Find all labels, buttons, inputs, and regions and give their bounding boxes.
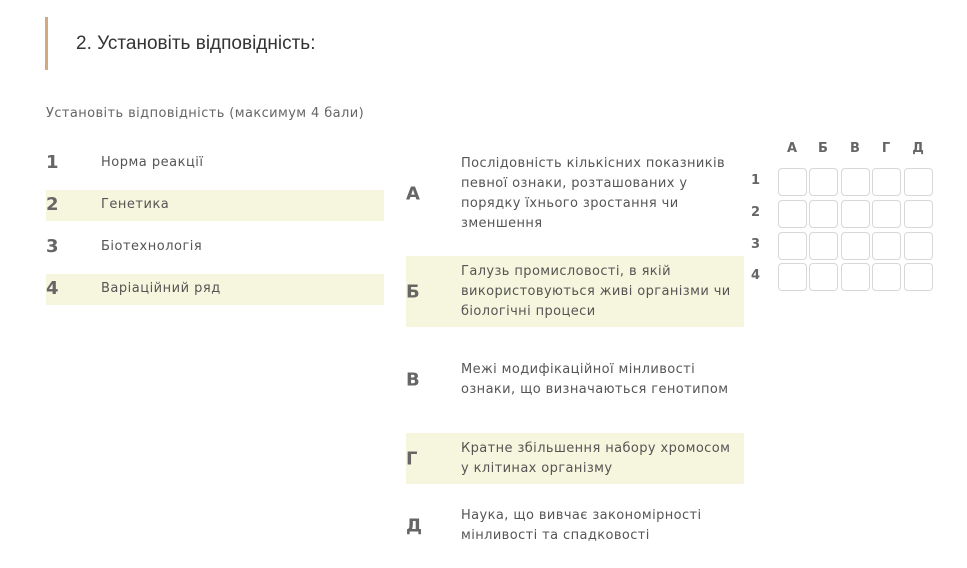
left-item: [46, 190, 384, 221]
answer-cell-4-b[interactable]: [809, 263, 838, 291]
answer-cell-4-g[interactable]: [872, 263, 901, 291]
question-title: 2. Установіть відповідність:: [76, 33, 316, 54]
left-item-label: Генетика: [101, 197, 170, 212]
answer-cell-2-a[interactable]: [778, 200, 807, 228]
answer-cell-1-g[interactable]: [872, 168, 901, 196]
answer-cell-4-d[interactable]: [904, 263, 933, 291]
right-item: [406, 150, 744, 238]
left-item-label: Біотехнологія: [101, 239, 203, 254]
grid-column-header: Д: [912, 141, 924, 156]
answer-cell-1-d[interactable]: [904, 168, 933, 196]
left-item-number: 4: [46, 278, 59, 299]
right-item-text: Галузь промисловості, в якій використовуються живі організми чи біологічні процеси: [461, 263, 731, 319]
answer-cell-4-v[interactable]: [841, 263, 870, 291]
left-item-number: 1: [46, 152, 59, 173]
grid-column-header: Б: [818, 141, 828, 156]
right-item-letter: В: [406, 369, 420, 391]
right-item-text: Кратне збільшення набору хромосом у клітинах організму: [461, 440, 731, 476]
left-item-label: Норма реакції: [101, 155, 204, 170]
left-item: [46, 232, 384, 263]
right-item-text: Наука, що вивчає закономірності мінливості та спадковості: [461, 508, 702, 543]
left-item-number: 2: [46, 194, 59, 215]
grid-row-label: 2: [751, 205, 761, 220]
answer-cell-2-d[interactable]: [904, 200, 933, 228]
right-item-letter: Б: [406, 281, 420, 302]
answer-cell-2-g[interactable]: [872, 200, 901, 228]
grid-column-header: В: [850, 141, 860, 156]
right-item-letter: А: [406, 183, 420, 205]
answer-cell-3-d[interactable]: [904, 232, 933, 260]
answer-cell-4-a[interactable]: [778, 263, 807, 291]
grid-column-header: Г: [881, 141, 891, 156]
grid-row-label: 1: [751, 173, 761, 188]
answer-cell-3-v[interactable]: [841, 232, 870, 260]
question-title-block: [45, 17, 316, 70]
left-items-list: [46, 148, 384, 316]
right-item: [406, 256, 744, 327]
answer-cell-1-a[interactable]: [778, 168, 807, 196]
answer-cell-1-v[interactable]: [841, 168, 870, 196]
right-items-list: [406, 150, 744, 568]
left-item: [46, 274, 384, 305]
answer-cell-3-g[interactable]: [872, 232, 901, 260]
answer-cell-3-b[interactable]: [809, 232, 838, 260]
answer-cell-1-b[interactable]: [809, 168, 838, 196]
left-item-number: 3: [46, 236, 59, 257]
right-item-text: Послідовність кількісних показників певної ознаки, розташованих у порядку їхнього зростання чи зменшення: [461, 156, 726, 231]
question-subtitle: Установіть відповідність (максимум 4 бали): [46, 106, 365, 121]
right-item-letter: Д: [406, 515, 423, 537]
right-item-text: Межі модифікаційної мінливості ознаки, що визначаються генотипом: [461, 362, 729, 397]
grid-row-label: 4: [751, 268, 761, 283]
answer-cell-3-a[interactable]: [778, 232, 807, 260]
grid-column-header: А: [786, 141, 798, 156]
right-item: [406, 433, 744, 484]
right-item: [406, 345, 744, 415]
right-item-letter: Г: [406, 448, 418, 469]
left-item: [46, 148, 384, 179]
answer-cell-2-v[interactable]: [841, 200, 870, 228]
grid-row-label: 3: [751, 237, 761, 252]
left-item-label: Варіаційний ряд: [101, 281, 221, 296]
answer-cell-2-b[interactable]: [809, 200, 838, 228]
